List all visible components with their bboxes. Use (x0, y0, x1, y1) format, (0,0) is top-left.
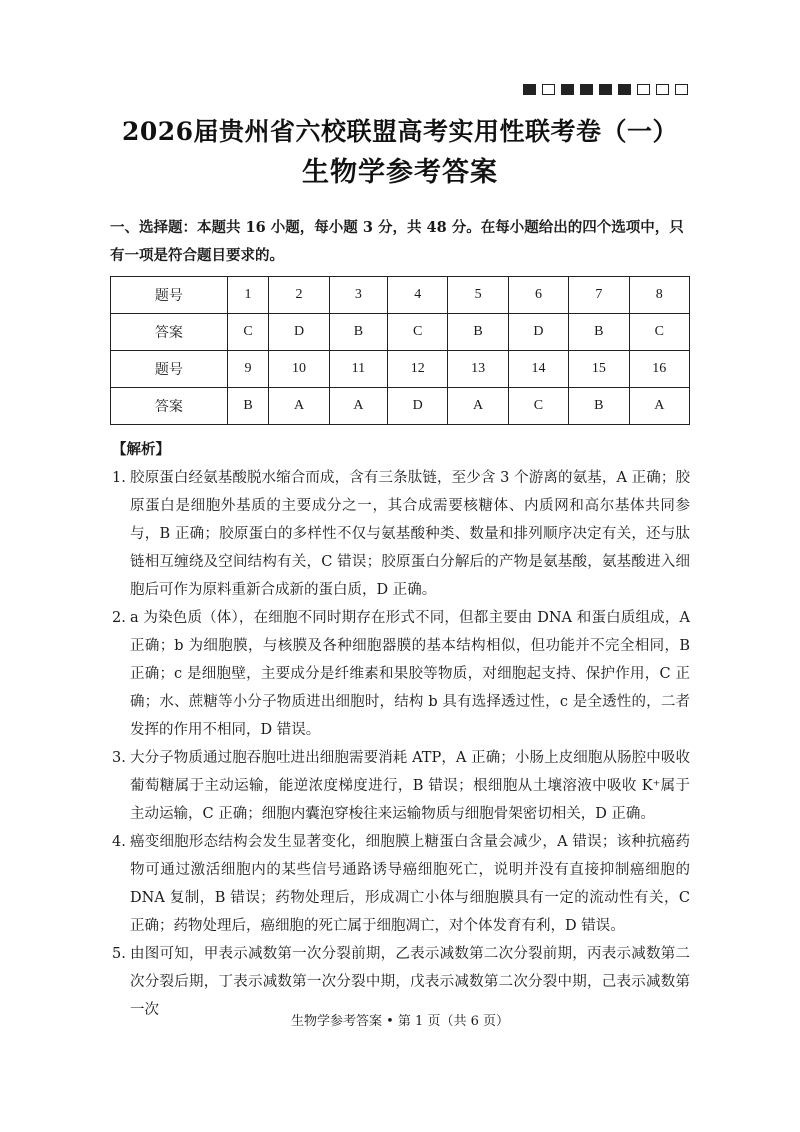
header-mark (580, 84, 593, 95)
table-row (111, 351, 690, 388)
item-text: 癌变细胞形态结构会发生显著变化，细胞膜上糖蛋白含量会减少，A 错误；该种抗癌药物可通过激活细胞内的某些信号通路诱导癌细胞死亡，说明并没有直接抑制癌细胞的 DNA 复制，B 错误；药物处理后，形成凋亡小体与细胞膜具有一定的流动性有关，C 正确；药物处理后，癌细胞的死亡属于细胞凋亡，对个体发育有利，D 错误。 (130, 834, 690, 934)
analysis-item (112, 828, 690, 940)
table-cell: 答案 (111, 314, 228, 351)
header-mark (599, 84, 612, 95)
table-cell: C (388, 314, 448, 351)
table-cell: D (388, 388, 448, 425)
table-cell: A (629, 388, 689, 425)
item-number: 3. (112, 750, 126, 766)
table-cell: C (227, 314, 269, 351)
table-cell: 14 (508, 351, 568, 388)
header-marks (523, 84, 688, 95)
page-title: 生物学参考答案 (302, 157, 498, 188)
table-cell: 题号 (111, 351, 228, 388)
item-text: 由图可知，甲表示减数第一次分裂前期，乙表示减数第二次分裂前期，丙表示减数第二次分裂后期，丁表示减数第一次分裂中期，戊表示减数第二次分裂中期，己表示减数第一次 (130, 946, 690, 1018)
table-cell: 3 (329, 277, 387, 314)
table-row (111, 388, 690, 425)
table-row (111, 277, 690, 314)
item-number: 1. (112, 470, 126, 486)
table-cell: B (227, 388, 269, 425)
table-cell: C (629, 314, 689, 351)
table-cell: D (269, 314, 329, 351)
exam-title: 2026届贵州省六校联盟高考实用性联考卷（一） (121, 117, 679, 146)
table-cell: 10 (269, 351, 329, 388)
table-cell: D (508, 314, 568, 351)
table-cell: 2 (269, 277, 329, 314)
analysis-heading: 【解析】 (112, 441, 170, 458)
page-footer: 生物学参考答案 • 第 1 页（共 6 页） (290, 1014, 509, 1029)
table-cell: B (448, 314, 508, 351)
table-cell: 5 (448, 277, 508, 314)
header-mark (675, 84, 688, 95)
header-mark (656, 84, 669, 95)
section-heading: 一、选择题：本题共 16 小题，每小题 3 分，共 48 分。在每小题给出的四个选项中，只有一项是符合题目要求的。 (110, 219, 684, 264)
item-text: a 为染色质（体），在细胞不同时期存在形式不同，但都主要由 DNA 和蛋白质组成，A 正确；b 为细胞膜，与核膜及各种细胞器膜的基本结构相似，但功能并不完全相同，B 正确；c 是细胞壁，主要成分是纤维素和果胶等物质，对细胞起支持、保护作用，C 正确；水、蔗糖等小分子物质进出细胞时，结构 b 具有选择透过性，c 是全透性的，二者发挥的作用不相同，D 错误。 (130, 610, 690, 738)
table-cell: 8 (629, 277, 689, 314)
table-row (111, 314, 690, 351)
table-cell: 13 (448, 351, 508, 388)
table-cell: 4 (388, 277, 448, 314)
table-cell: A (329, 388, 387, 425)
analysis-item (112, 604, 690, 744)
table-cell: 11 (329, 351, 387, 388)
answer-table (110, 276, 690, 425)
table-cell: 15 (569, 351, 629, 388)
table-cell: 题号 (111, 277, 228, 314)
table-cell: C (508, 388, 568, 425)
item-text: 胶原蛋白经氨基酸脱水缩合而成，含有三条肽链，至少含 3 个游离的氨基，A 正确；胶原蛋白是细胞外基质的主要成分之一，其合成需要核糖体、内质网和高尔基体共同参与，B 正确；胶原蛋白的多样性不仅与氨基酸种类、数量和排列顺序决定有关，还与肽链相互缠绕及空间结构有关，C 错误；胶原蛋白分解后的产物是氨基酸，氨基酸进入细胞后可作为原料重新合成新的蛋白质，D 正确。 (130, 470, 690, 598)
item-number: 2. (112, 610, 126, 626)
item-number: 4. (112, 834, 126, 850)
table-cell: A (448, 388, 508, 425)
table-cell: A (269, 388, 329, 425)
header-mark (523, 84, 536, 95)
header-mark (561, 84, 574, 95)
table-cell: 6 (508, 277, 568, 314)
header-mark (618, 84, 631, 95)
table-cell: 9 (227, 351, 269, 388)
table-cell: B (329, 314, 387, 351)
table-cell: 7 (569, 277, 629, 314)
analysis-item (112, 464, 690, 604)
table-cell: 1 (227, 277, 269, 314)
header-mark (637, 84, 650, 95)
table-cell: 答案 (111, 388, 228, 425)
item-number: 5. (112, 946, 126, 962)
header-mark (542, 84, 555, 95)
table-cell: B (569, 314, 629, 351)
item-text: 大分子物质通过胞吞胞吐进出细胞需要消耗 ATP，A 正确；小肠上皮细胞从肠腔中吸收葡萄糖属于主动运输，能逆浓度梯度进行，B 错误；根细胞从土壤溶液中吸收 K⁺属于主动运输，C 正确；细胞内囊泡穿梭往来运输物质与细胞骨架密切相关，D 正确。 (130, 750, 690, 822)
analysis-item (112, 744, 690, 828)
table-cell: B (569, 388, 629, 425)
table-cell: 16 (629, 351, 689, 388)
table-cell: 12 (388, 351, 448, 388)
